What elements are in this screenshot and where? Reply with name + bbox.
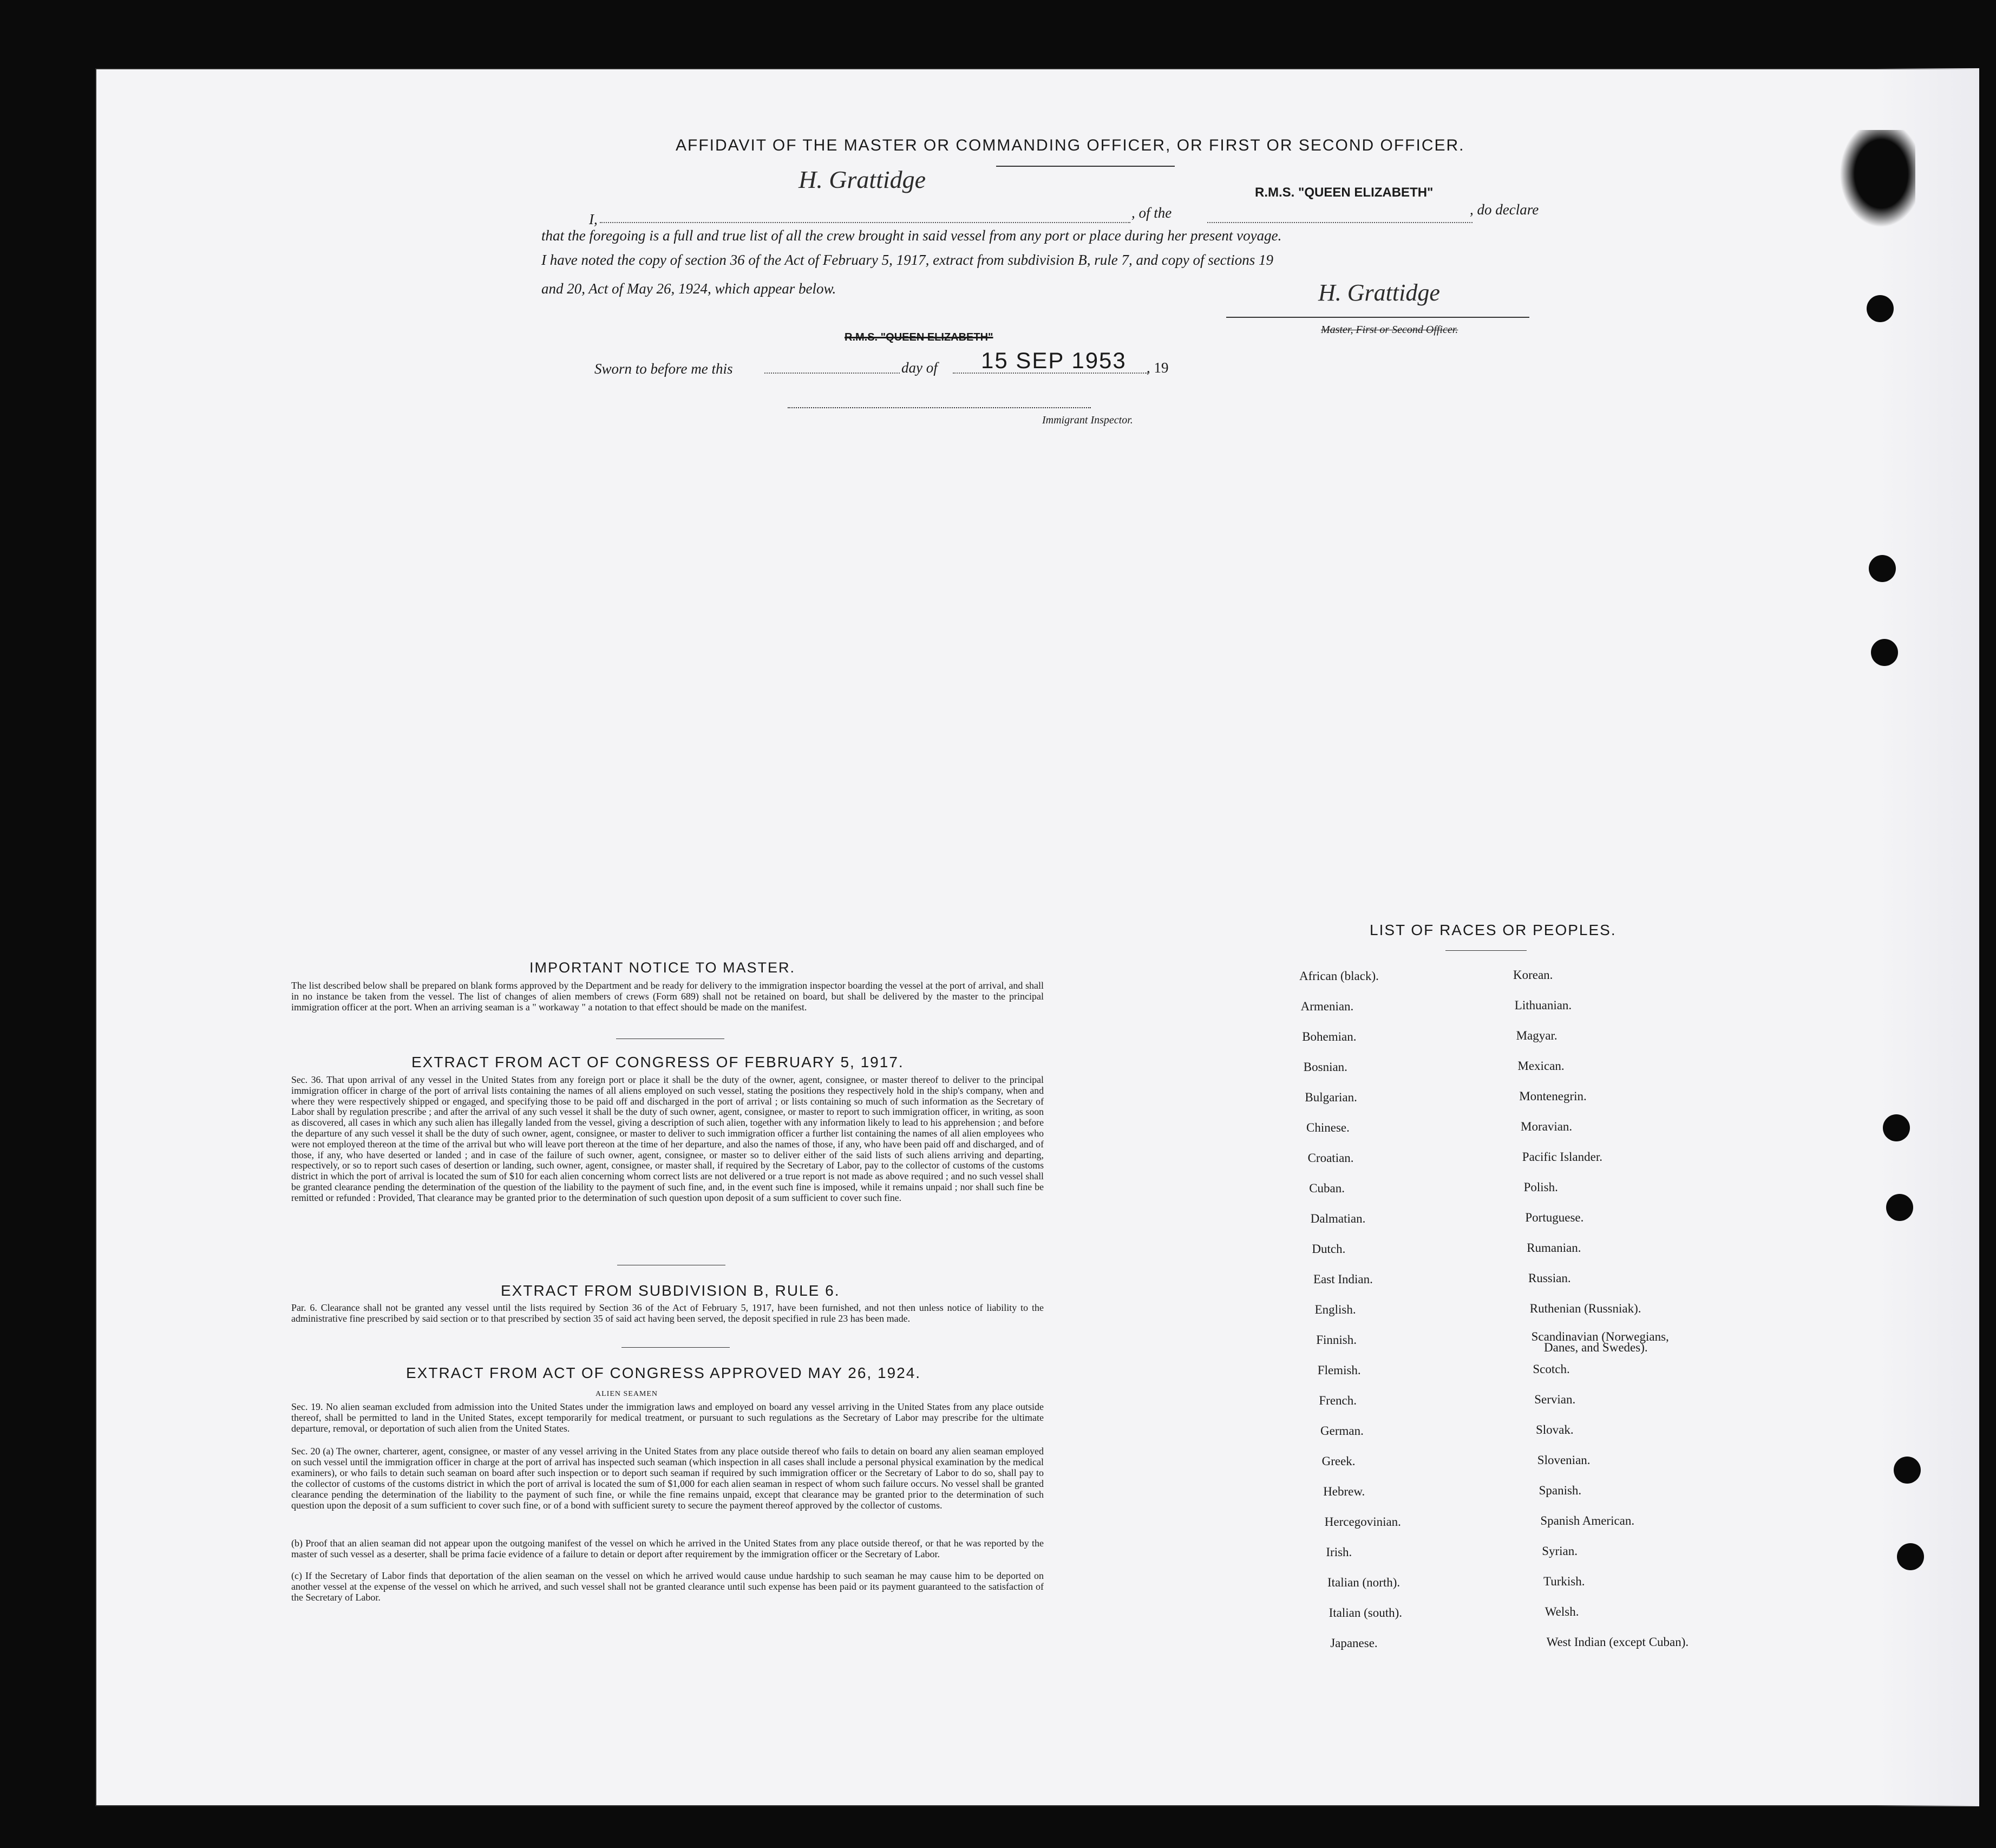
year-label: , 19	[1147, 360, 1169, 376]
extract-1924-sec20a: Sec. 20 (a) The owner, charterer, agent, consignee, or master of any vessel arriving in the United States from any place outside thereof who fails to detain on board any alien seaman employed on such vessel until the immigration officer in charge at the port of arrival has inspected such seaman (which inspection in all cases shall include a personal physical examination by the medical examiners), or who fails to detain such seaman on board after such inspection or to deport such seaman if required by such immigration officer or the Secretary of Labor to do so, shall pay to the collector of customs of the customs district in which the port of arrival is located the sum of $1,000 for each alien seaman in respect of whom such failure occurs. No vessel shall be granted clearance pending the determination of the liability to the payment of such fine, or while the fine remains unpaid, except that clearance may be granted prior to the determination of such question upon the deposit of a sum sufficient to cover such fine, or of a bond with sufficient surety to secure the payment thereof approved by the collector of customs.	[291, 1446, 1044, 1511]
race-item: Bulgarian.	[1305, 1090, 1357, 1104]
race-item: Pacific Islander.	[1522, 1150, 1602, 1164]
race-item: Rumanian.	[1527, 1241, 1581, 1255]
notice-body: The list described below shall be prepared on blank forms approved by the Department and be ready for delivery to the immigration inspector boarding the vessel at the port of arrival, and shall in no instance be taken from the vessel. The list of changes of alien members of crews (Form 689) shall not be retained on board, but shall be delivered by the master to the principal immigration officer at the port. When an arriving seaman is a " workaway " a notation to that effect should be made on the manifest.	[291, 980, 1044, 1013]
signature-caption: Master, First or Second Officer.	[1321, 324, 1458, 336]
race-item: Flemish.	[1317, 1363, 1361, 1377]
race-item: English.	[1314, 1303, 1356, 1316]
day-of-label: day of	[901, 360, 938, 376]
race-right-continuation: Danes, and Swedes).	[1544, 1341, 1648, 1354]
race-item: French.	[1319, 1394, 1357, 1407]
race-item: Cuban.	[1309, 1181, 1345, 1195]
punch-hole	[1867, 295, 1894, 322]
race-item: Slovak.	[1536, 1423, 1574, 1436]
affidavit-body-line3: and 20, Act of May 26, 1924, which appear below.	[541, 280, 836, 297]
punch-hole	[1894, 1457, 1921, 1484]
sworn-day-line	[764, 373, 900, 374]
race-item: Irish.	[1326, 1545, 1352, 1559]
vessel-name: R.M.S. "QUEEN ELIZABETH"	[1255, 185, 1434, 200]
extract-1917-title: EXTRACT FROM ACT OF CONGRESS OF FEBRUARY 5, 1917.	[411, 1054, 904, 1070]
do-declare-label: , do declare	[1470, 201, 1539, 218]
race-item: Russian.	[1528, 1271, 1571, 1285]
race-item: Servian.	[1534, 1393, 1576, 1406]
extract-1924-title: EXTRACT FROM ACT OF CONGRESS APPROVED MAY 26, 1924.	[406, 1364, 921, 1381]
race-item: Turkish.	[1543, 1575, 1585, 1588]
race-item: Moravian.	[1521, 1120, 1573, 1133]
race-item: Ruthenian (Russniak).	[1529, 1302, 1641, 1315]
race-item: Italian (north).	[1327, 1576, 1401, 1589]
date-stamp: 15 SEP 1953	[981, 348, 1127, 373]
race-item: German.	[1320, 1424, 1364, 1438]
sworn-month-line	[953, 373, 1148, 374]
race-item: Magyar.	[1516, 1029, 1557, 1042]
race-item: African (black).	[1299, 969, 1379, 983]
notice-title: IMPORTANT NOTICE TO MASTER.	[529, 959, 796, 976]
races-underline	[1445, 950, 1527, 951]
torn-corner-stain	[1840, 130, 1915, 227]
title-underline	[996, 166, 1175, 167]
race-item: Scandinavian (Norwegians,	[1531, 1330, 1669, 1343]
race-item: Hebrew.	[1323, 1485, 1365, 1498]
extract-1924-sec20c: (c) If the Secretary of Labor finds that deportation of the alien seaman on the vessel on which he arrived would cause undue hardship to such seaman he may cause him to be deported on another vessel at the expense of the vessel on which he arrived, and such vessel shall not be granted clearance until such expense has been paid or its payment guaranteed to the satisfaction of the Secretary of Labor.	[291, 1570, 1044, 1603]
race-item: Scotch.	[1533, 1362, 1570, 1376]
race-item: Lithuanian.	[1514, 998, 1572, 1012]
extract-1924-sec20b: (b) Proof that an alien seaman did not appear upon the outgoing manifest of the vessel on which he arrived in the United States from any place outside thereof, or that he was reported by the master of such vessel as a deserter, shall be prima facie evidence of a failure to detain or deport after requirement by the immigration officer or the Secretary of Labor.	[291, 1538, 1044, 1559]
race-item: Dutch.	[1312, 1242, 1346, 1256]
sworn-label: Sworn to before me this	[594, 361, 733, 377]
signature-bottom: H. Grattidge	[1318, 279, 1440, 306]
race-item: Portuguese.	[1525, 1211, 1584, 1224]
struck-vessel-stamp: R.M.S. "QUEEN ELIZABETH"	[845, 331, 993, 343]
race-item: Korean.	[1513, 968, 1553, 982]
rule6-title: EXTRACT FROM SUBDIVISION B, RULE 6.	[501, 1282, 840, 1299]
name-line	[600, 222, 1130, 223]
race-item: East Indian.	[1313, 1272, 1373, 1286]
i-label: I,	[589, 211, 598, 227]
inspector-caption: Immigrant Inspector.	[1042, 414, 1133, 426]
races-title: LIST OF RACES OR PEOPLES.	[1370, 922, 1617, 938]
extract-1917-body: Sec. 36. That upon arrival of any vessel in the United States from any foreign port or place it shall be the duty of the owner, agent, consignee, or master thereof to deliver to the principal immigration officer in charge of the port of arrival lists containing the names of all aliens employed on such vessel, stating the positions they respectively hold in the ship's company, when and where they were respectively shipped or engaged, and specifying those to be paid off and discharged in the port of arrival ; or lists containing so much of such information as the Secretary of Labor shall by regulation prescribe ; and after the arrival of any such vessel it shall be the duty of such owner, agent, consignee, or master to report to such immigration officer, in writing, as soon as discovered, all cases in which any such alien has illegally landed from the vessel, giving a description of such alien, together with any information likely to lead to his apprehension ; and before the departure of any such vessel it shall be the duty of such owner, agent, consignee, or master to deliver to such immigration officer a further list containing the names of all alien employees who were not employed thereon at the time of the arrival but who will leave port thereon at the time of her departure, and also the names of those, if any, who have been paid off and discharged, and of those, if any, who have deserted or landed ; and in case of the failure of such owner, agent, consignee, or master so to deliver either of the said lists of such aliens arriving and departing, respectively, or so to report such cases of desertion or landing, such owner, agent, consignee, or master shall, if required by the Secretary of Labor, pay to the collector of customs of the customs district in which the port of arrival is located the sum of $10 for each alien concerning whom correct lists are not delivered or a true report is not made as above required ; and no such vessel shall be granted clearance pending the determination of the question of the liability to the payment of such fine, and, in the event such fine is imposed, while it remains unpaid ; nor shall such fine be remitted or refunded : Provided, That clearance may be granted prior to the determination of such question upon deposit of a sum sufficient to cover such fine.	[291, 1074, 1044, 1203]
race-item: Syrian.	[1542, 1544, 1578, 1558]
signature-line	[1226, 317, 1529, 318]
race-item: Croatian.	[1307, 1151, 1354, 1165]
race-item: Slovenian.	[1537, 1453, 1591, 1467]
race-item: Japanese.	[1330, 1636, 1378, 1650]
race-item: Chinese.	[1306, 1121, 1350, 1134]
race-item: Italian (south).	[1329, 1606, 1402, 1620]
race-item: Welsh.	[1545, 1605, 1579, 1618]
affidavit-title: AFFIDAVIT OF THE MASTER OR COMMANDING OFFICER, OR FIRST OR SECOND OFFICER.	[676, 136, 1465, 154]
race-item: Spanish.	[1539, 1484, 1582, 1497]
punch-hole	[1871, 639, 1898, 666]
rule6-divider	[621, 1347, 730, 1348]
race-item: Greek.	[1321, 1454, 1356, 1468]
race-item: Bohemian.	[1302, 1030, 1357, 1043]
race-item: Spanish American.	[1540, 1514, 1635, 1527]
race-item: Finnish.	[1316, 1333, 1357, 1347]
race-item: Montenegrin.	[1519, 1089, 1587, 1103]
extract-1924-sec19: Sec. 19. No alien seaman excluded from admission into the United States under the immigration laws and employed on board any vessel arriving in the United States from any place outside thereof, shall be permitted to land in the United States, except temporarily for medical treatment, or pursuant to such regulations as the Secretary of Labor may prescribe for the ultimate departure, removal, or deportation of such alien from the United States.	[291, 1401, 1044, 1434]
punch-hole	[1869, 555, 1896, 582]
race-item: Armenian.	[1300, 1000, 1354, 1013]
punch-hole	[1883, 1114, 1910, 1141]
race-item: Polish.	[1523, 1180, 1558, 1194]
punch-hole	[1897, 1543, 1924, 1570]
race-item: Bosnian.	[1303, 1060, 1347, 1074]
rule6-body: Par. 6. Clearance shall not be granted any vessel until the lists required by Section 36 of the Act of February 5, 1917, have been furnished, and not then unless notice of liability to the administrative fine prescribed by said section or to that prescribed by section 35 of said act having been served, the deposit specified in rule 23 has been made.	[291, 1302, 1044, 1324]
race-item: Mexican.	[1517, 1059, 1565, 1073]
inspector-line	[788, 407, 1091, 408]
race-item: Hercegovinian.	[1324, 1515, 1401, 1529]
race-item: Dalmatian.	[1310, 1212, 1366, 1225]
vessel-line	[1207, 222, 1473, 223]
signature-top: H. Grattidge	[799, 166, 926, 193]
affidavit-body-line1: that the foregoing is a full and true list of all the crew brought in said vessel from any port or place during her present voyage.	[541, 227, 1282, 244]
of-the-label: , of the	[1131, 205, 1172, 221]
punch-hole	[1886, 1194, 1913, 1221]
race-item: West Indian (except Cuban).	[1546, 1635, 1689, 1649]
affidavit-body-line2: I have noted the copy of section 36 of the Act of February 5, 1917, extract from subdivision B, rule 7, and copy of sections 19	[541, 252, 1273, 268]
extract-1924-subtitle: ALIEN SEAMEN	[595, 1390, 658, 1398]
